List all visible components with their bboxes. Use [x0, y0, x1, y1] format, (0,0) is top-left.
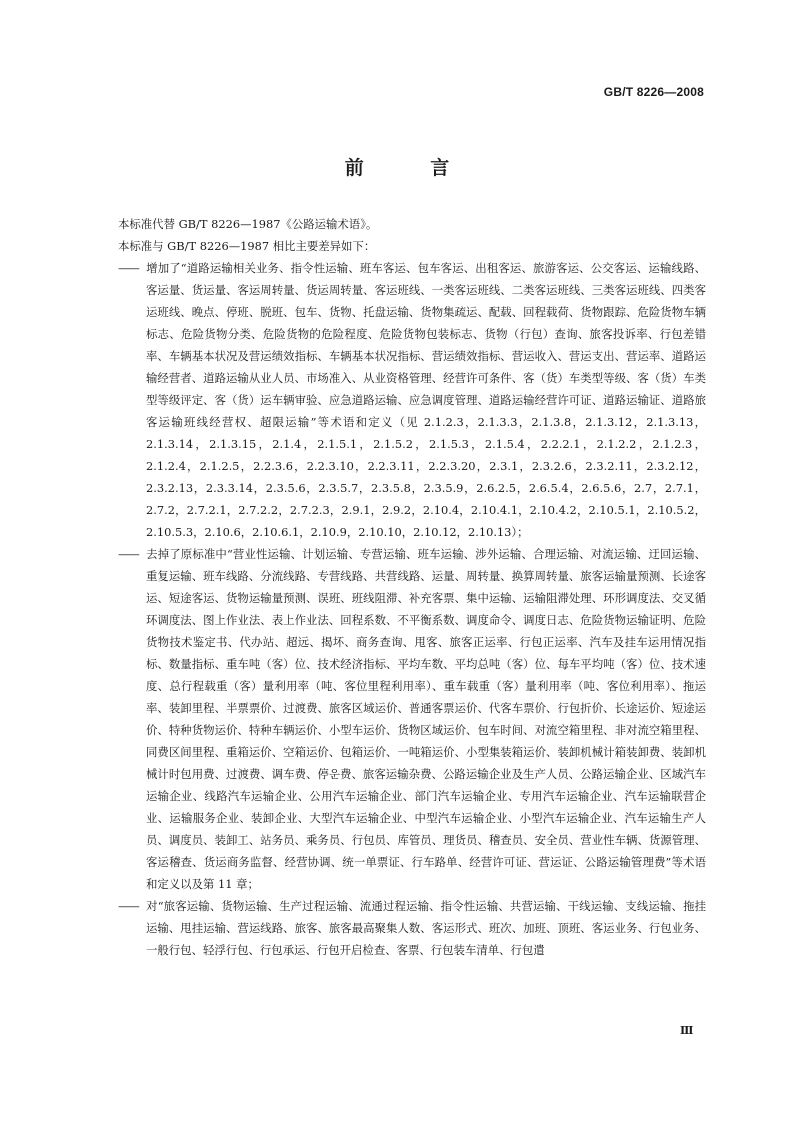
page-title: 前 言	[344, 157, 480, 179]
document-body	[118, 213, 706, 961]
list-item	[118, 257, 706, 543]
list-item-text: 去掉了原标准中“营业性运输、计划运输、专营运输、班车运输、涉外运输、合理运输、对流运输、迂回运输、重复运输、班车线路、分流线路、专营线路、共营线路、运量、周转量、换算周转量、旅客运输量预测、长途客运、短途客运、货物运输量预测、误班、班线阻滞、补充客票、集中运输、运输阻滞处理、环形调度法、交叉循环调度法、图上作业法、表上作业法、回程系数、不平衡系数、调度命令、调度日志、危险货物运输证明、危险货物技术鉴定书、代办站、超远、揭坏、商务查询、甩客、旅客正运率、行包正运率、汽车及挂车运用情况指标、数量指标、重车吨（客）位、技术经济指标、平均车数、平均总吨（客）位、每车平均吨（客）位、技术速度、总行程载重（客）量利用率（吨、客位里程利用率）、重车载重（客）量利用率（吨、客位利用率）、拖运率、装卸里程、半票票价、过渡费、旅客区域运价、普通客票运价、代客车票价、行包折价、长途运价、短途运价、特种货物运价、特种车辆运价、小型车运价、货物区域运价、包车时间、对流空箱里程、非对流空箱里程、同费区间里程、重箱运价、空箱运价、包箱运价、一吨箱运价、小型集装箱运价、装卸机械计箱装卸费、装卸机械计时包用费、过渡费、调车费、停운费、旅客运输杂费、公路运输企业及生产人员、公路运输企业、区域汽车运输企业、线路汽车运输企业、公用汽车运输企业、部门汽车运输企业、专用汽车运输企业、汽车运输联营企业、运输服务企业、装卸企业、大型汽车运输企业、中型汽车运输企业、小型汽车运输企业、汽车运输生产人员、调度员、装卸工、站务员、乘务员、行包员、库管员、理货员、稽查员、安全员、营业性车辆、货源管理、客运稽查、货运商务监督、经营协调、统一单票证、行车路单、经营许可证、营运证、公路运输管理费”等术语和定义以及第 11 章；	[146, 547, 706, 891]
list-item-text: 增加了“道路运输相关业务、指令性运输、班车客运、包车客运、出租客运、旅游客运、公交客运、运输线路、客运量、货运量、客运周转量、货运周转量、客运班线、一类客运班线、二类客运班线、三类客运班线、四类客运班线、晚点、停班、脱班、包车、货物、托盘运输、货物集疏运、配载、回程载荷、货物跟踪、危险货物车辆标志、危险货物分类、危险货物的危险程度、危险货物包装标志、货物（行包）查询、旅客投诉率、行包差错率、车辆基本状况及营运绩效指标、车辆基本状况指标、营运绩效指标、营运收入、营运支出、营运率、道路运输经营者、道路运输从业人员、市场准入、从业资格管理、经营许可条件、客（货）车类型等级、客（货）车类型等级评定、客（货）运车辆审验、应急道路运输、应急调度管理、道路运输经营许可证、道路运输证、道路旅客运输班线经营权、超限运输”等术语和定义（见 2.1.2.3，2.1.3.3，2.1.3.8，2.1.3.12，2.1.3.13，2.1.3.14，2.1.3.15，2.1.4，2.1.5.1，2.1.5.2，2.1.5.3，2.1.5.4，2.2.2.1，2.1.2.2，2.1.2.3，2.1.2.4，2.1.2.5，2.2.3.6，2.2.3.10，2.2.3.11，2.2.3.20，2.3.1，2.3.2.6，2.3.2.11，2.3.2.12，2.3.2.13，2.3.3.14，2.3.5.6，2.3.5.7，2.3.5.8，2.3.5.9，2.6.2.5，2.6.5.4，2.6.5.6，2.7，2.7.1，2.7.2，2.7.2.1，2.7.2.2，2.7.2.3，2.9.1，2.9.2，2.10.4，2.10.4.1，2.10.4.2，2.10.5.1，2.10.5.2，2.10.5.3，2.10.6，2.10.6.1，2.10.9，2.10.10，2.10.12，2.10.13）；	[146, 261, 706, 539]
list-dash: ——	[118, 261, 139, 275]
page-number: Ⅲ	[680, 1024, 694, 1037]
intro-paragraph: 本标准与 GB/T 8226—1987 相比主要差异如下：	[118, 239, 376, 253]
intro-paragraph: 本标准代替 GB/T 8226—1987《公路运输术语》。	[118, 217, 378, 231]
list-item	[118, 895, 706, 961]
list-dash: ——	[118, 899, 139, 913]
list-item	[118, 543, 706, 895]
standard-code: GB/T 8226—2008	[603, 85, 704, 99]
list-item-text: 对“旅客运输、货物运输、生产过程运输、流通过程运输、指令性运输、共营运输、干线运输、支线运输、拖挂运输、甩挂运输、营运线路、旅客、旅客最高聚集人数、客运形式、班次、加班、顶班、客运业务、行包业务、一般行包、轻浮行包、行包承运、行包开启检查、客票、行包装车清单、行包遣	[146, 899, 706, 957]
list-dash: ——	[118, 547, 139, 561]
